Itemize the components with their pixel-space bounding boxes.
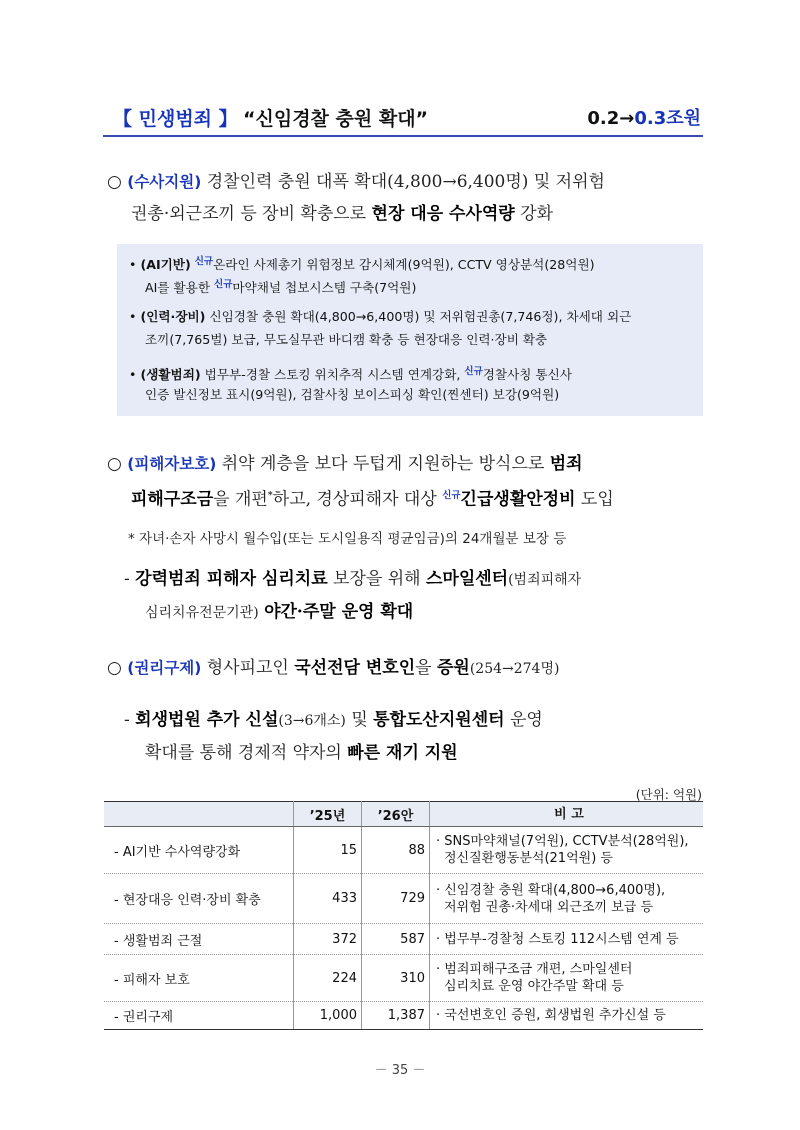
section2-text: 을 개편 [213, 489, 268, 510]
box-item-text: 신임경찰 충원 확대(4,800→6,400명) 및 저위험권총(7,746정), 차세대 외근 [209, 309, 632, 324]
box-item-life-crime [129, 361, 572, 386]
section1-text: 경찰인력 충원 대폭 확대(4,800→6,400명) 및 저위험 [206, 172, 605, 192]
box-item-text: 온라인 사제총기 위험정보 감시체계(9억원), CCTV 영상분석(28억원) [213, 257, 595, 273]
row-2026: 310 [362, 955, 430, 1002]
section1-line2 [131, 196, 553, 232]
row-note-line: 정신질환행동분석(21억원) 등 [444, 851, 613, 866]
footnote-star: * [267, 490, 273, 501]
row-2025: 372 [294, 924, 362, 955]
new-badge: 신규 [194, 256, 214, 267]
row-note-line: · 범죄피해구조금 개편, 스마일센터 [436, 962, 633, 977]
table-header [104, 802, 294, 827]
section3-sub-text: 운영 [509, 710, 543, 730]
row-note-line: · 신임경찰 충원 확대(4,800→6,400명), [436, 882, 666, 898]
bullet-dot: • [129, 257, 137, 273]
row-2025: 1,000 [294, 1002, 362, 1030]
section3-sub-text: (3→6개소) [278, 713, 346, 729]
section3-text: (254→274명) [469, 661, 560, 677]
detail-box [117, 244, 703, 416]
box-item-text: 법무부-경찰 스토킹 위치추적 시스템 연계강화, [204, 367, 461, 383]
section2-sub-text: 보장을 위해 [333, 569, 421, 589]
section3-bold: 국선전담 변호인 [294, 658, 416, 678]
new-badge: 신규 [214, 279, 233, 290]
section2-bold: 범죄 [549, 454, 583, 474]
section2-sub-text: (범죄피해자 [508, 572, 582, 588]
box-item-text: 경찰사칭 통신사 [482, 367, 572, 383]
table-row [104, 955, 703, 1002]
row-note [430, 827, 704, 874]
row-name: - 현장대응 인력·장비 확충 [104, 874, 294, 924]
section-header [103, 98, 703, 138]
header-title: “신임경찰 충원 확대” [243, 108, 429, 130]
table-unit: (단위: 억원) [635, 787, 702, 802]
section3-sub-text: 및 [351, 710, 368, 730]
row-note [430, 955, 704, 1002]
section2-sub-bold: 야간·주말 운영 확대 [264, 602, 414, 622]
bullet-dot: • [129, 309, 137, 324]
section2-footnote: * 자녀·손자 사망시 월수입(또는 도시일용직 평균임금)의 24개월분 보장 등 [128, 531, 567, 547]
table-header: ’26안 [362, 802, 430, 827]
table-row [104, 827, 703, 874]
row-name: - 생활범죄 근절 [104, 924, 294, 955]
table-header: 비 고 [430, 802, 704, 827]
box-item-ai [129, 251, 595, 276]
row-name: - 피해자 보호 [104, 955, 294, 1002]
box-item-life-crime-cont: 인증 발신정보 표시(9억원), 검찰사칭 보이스피싱 확인(찐센터) 보강(9억원) [145, 387, 560, 402]
section2-sub-line2 [145, 595, 413, 630]
section3-text: 을 [415, 658, 432, 678]
section3-tag: (권리구제) [127, 659, 202, 677]
header-amount [587, 104, 701, 130]
table-header: ’25년 [294, 802, 362, 827]
table-row [104, 1002, 703, 1030]
section2-sub-line1 [124, 562, 581, 597]
new-badge: 신규 [464, 366, 483, 377]
section3-sub-bold: 통합도산지원센터 [373, 710, 505, 730]
section3-line1 [107, 650, 559, 687]
box-item-label: (AI기반) [140, 257, 191, 273]
section2-sub-bold: 스마일센터 [425, 569, 509, 589]
row-note-line: 심리치료 운영 야간주말 확대 등 [444, 979, 624, 994]
section1-text3: 강화 [520, 204, 553, 224]
dash-bullet: - [124, 569, 130, 589]
section3-text: 형사피고인 [206, 658, 289, 678]
section2-sub-bold: 강력범죄 피해자 심리치료 [135, 569, 328, 589]
row-2026: 587 [362, 924, 430, 955]
budget-table [104, 801, 703, 1030]
circle-bullet: ○ [107, 172, 122, 192]
box-item-label: (생활범죄) [140, 367, 201, 383]
box-item-text: 마약채널 첩보시스템 구축(7억원) [232, 280, 417, 296]
circle-bullet: ○ [107, 658, 122, 678]
section1-bold: 현장 대응 수사역량 [371, 204, 515, 224]
section3-sub-line1 [124, 703, 543, 738]
section1-line1 [107, 164, 605, 200]
section1-tag: (수사지원) [127, 173, 202, 191]
row-2026: 1,387 [362, 1002, 430, 1030]
box-item-equipment-cont: 조끼(7,765벌) 보급, 무도실무관 바디캠 확충 등 현장대응 인력·장비 확충 [145, 332, 548, 347]
row-2025: 224 [294, 955, 362, 1002]
section2-line2 [131, 478, 614, 518]
row-note: · 국선변호인 증원, 회생법원 추가신설 등 [430, 1002, 704, 1030]
row-2026: 88 [362, 827, 430, 874]
new-badge: 신규 [442, 490, 461, 501]
table-row [104, 874, 703, 924]
bullet-dot: • [129, 367, 137, 383]
table-header-row [104, 802, 703, 827]
box-item-equipment [129, 306, 631, 328]
section3-sub-line2 [145, 736, 458, 770]
box-item-text: AI를 활용한 [145, 280, 210, 296]
row-2025: 433 [294, 874, 362, 924]
section3-sub-text: 확대를 통해 경제적 약자의 [145, 743, 342, 763]
section2-text: 하고, 경상피해자 대상 [272, 489, 437, 510]
box-item-label: (인력·장비) [140, 309, 206, 324]
section2-text: 도입 [580, 489, 614, 510]
row-2026: 729 [362, 874, 430, 924]
section2-bold: 긴급생활안정비 [460, 489, 576, 510]
box-item-ai-cont [145, 274, 416, 299]
section3-sub-bold: 회생법원 추가 신설 [135, 710, 279, 730]
amount-after: 0.3조원 [634, 108, 701, 129]
section1-text2: 권총·외근조끼 등 장비 확충으로 [131, 204, 367, 224]
section2-bold: 피해구조금 [131, 489, 214, 510]
header-category: 【 민생범죄 】 [113, 108, 238, 130]
row-note [430, 874, 704, 924]
row-name: - 권리구제 [104, 1002, 294, 1030]
dash-bullet: - [124, 710, 130, 730]
section2-tag: (피해자보호) [127, 455, 217, 473]
amount-before: 0.2→ [587, 108, 635, 129]
section3-bold: 증원 [436, 658, 470, 678]
row-note-line: 저위험 권총·차세대 외근조끼 보급 등 [444, 899, 654, 915]
section2-text: 취약 계층을 보다 두텁게 지원하는 방식으로 [221, 454, 545, 474]
section3-sub-bold: 빠른 재기 지원 [347, 743, 458, 763]
row-name: - AI기반 수사역량강화 [104, 827, 294, 874]
row-note: · 법무부-경찰청 스토킹 112시스템 연계 등 [430, 924, 704, 955]
row-note-line: · SNS마약채널(7억원), CCTV분석(28억원), [436, 834, 689, 849]
circle-bullet: ○ [107, 454, 122, 474]
header-divider [103, 135, 703, 137]
table-row [104, 924, 703, 955]
row-2025: 15 [294, 827, 362, 874]
section2-line1 [107, 446, 583, 482]
section2-sub-text: 심리치유전문기관) [145, 605, 259, 621]
page-number: － 35 － [374, 1063, 426, 1078]
